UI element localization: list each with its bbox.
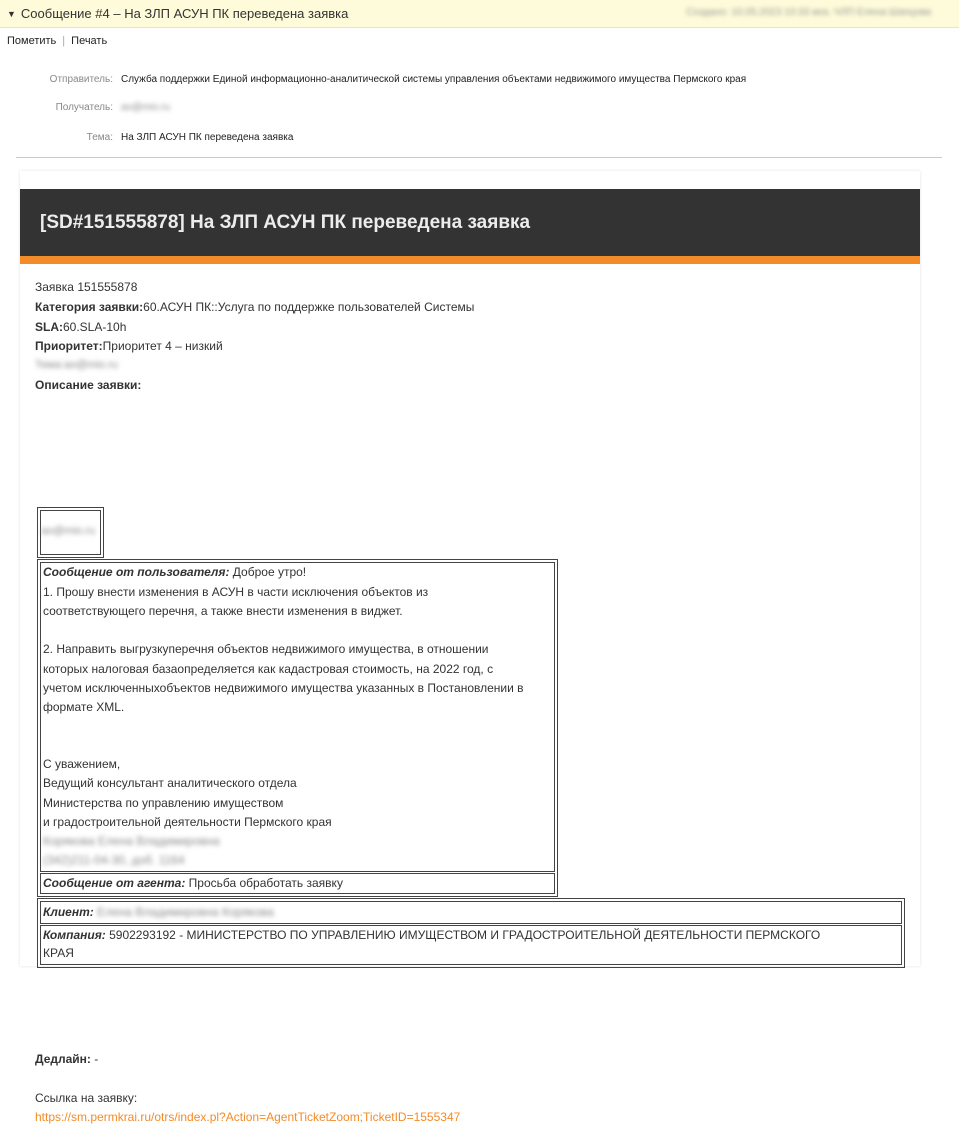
company-cell: [40, 925, 902, 965]
to-value: ao@mio.ru: [121, 102, 171, 113]
to-label: Получатель:: [55, 102, 113, 113]
sla-value: 60.SLA-10h: [63, 320, 127, 334]
deadline-value: -: [90, 1052, 99, 1066]
user-message-first-line: [43, 565, 306, 579]
user-message-line: С уважением,: [43, 757, 121, 771]
user-message-line: учетом исключенныхобъектов недвижимого имущества указанных в Постановлении в: [43, 681, 524, 695]
description-box-value: ao@mio.ru: [41, 525, 95, 537]
header-divider: [16, 157, 942, 158]
company-value-cont: КРАЯ: [43, 946, 74, 960]
email-banner-title: [SD#151555878] На ЗЛП АСУН ПК переведена заявка: [40, 211, 531, 233]
actions-separator: |: [62, 35, 66, 47]
priority-line: [35, 339, 223, 353]
description-box: [37, 507, 104, 558]
user-message-line: (342)211-04-30, доб. 1164: [43, 853, 185, 867]
subject-value: На ЗЛП АСУН ПК переведена заявка: [121, 132, 294, 143]
category-label: Категория заявки:: [35, 300, 144, 314]
user-message-line: соответствующего перечня, а также внести изменения в виджет.: [43, 604, 403, 618]
email-banner: [20, 189, 920, 256]
client-label: Клиент:: [43, 905, 94, 919]
link-line: [35, 1110, 460, 1124]
category-line: [35, 300, 474, 314]
company-line: [43, 928, 820, 942]
user-message-label: Сообщение от пользователя:: [43, 565, 230, 579]
client-value: Елена Владимировна Корякова: [93, 905, 274, 919]
caret-down-icon[interactable]: ▼: [7, 8, 16, 19]
user-message-cell: [40, 562, 555, 872]
mark-link[interactable]: Пометить: [7, 35, 57, 47]
category-value: 60.АСУН ПК::Услуга по поддержке пользователей Системы: [143, 300, 475, 314]
messages-table: [37, 559, 558, 897]
user-message-line: Ведущий консультант аналитического отдела: [43, 776, 297, 790]
user-message-line: Корякова Елена Владимировна: [43, 834, 220, 848]
company-label: Компания:: [43, 928, 106, 942]
print-link[interactable]: Печать: [71, 35, 108, 47]
user-message-line: Министерства по управлению имуществом: [43, 796, 284, 810]
user-message-line: и градостроительной деятельности Пермского края: [43, 815, 332, 829]
banner-accent-stripe: [20, 256, 920, 264]
deadline-line: [35, 1052, 98, 1066]
company-value: 5902293192 - МИНИСТЕРСТВО ПО УПРАВЛЕНИЮ ИМУЩЕСТВОМ И ГРАДОСТРОИТЕЛЬНОЙ ДЕЯТЕЛЬНОСТИ ПЕРМСКОГО: [105, 928, 821, 942]
description-label: Описание заявки:: [35, 378, 142, 392]
sla-label: SLA:: [35, 320, 63, 334]
description-line: [35, 378, 141, 392]
agent-message-cell: [40, 873, 555, 894]
user-message-greeting: Доброе утро!: [229, 565, 307, 579]
user-message-line: 2. Направить выгрузкуперечня объектов недвижимого имущества, в отношении: [43, 642, 489, 656]
message-actions: [7, 35, 107, 47]
priority-label: Приоритет:: [35, 339, 103, 353]
agent-message-line: [43, 876, 343, 890]
ticket-number: Заявка 151555878: [35, 280, 138, 294]
client-cell: [40, 901, 902, 924]
from-value: Служба поддержки Единой информационно-аналитической системы управления объектами недвижимого имущества Пермского края: [121, 74, 747, 85]
agent-message-label: Сообщение от агента:: [43, 876, 186, 890]
user-message-line: которых налоговая базаопределяется как кадастровая стоимость, на 2022 год, с: [43, 662, 494, 676]
message-meta: Создано: 10.05.2023 10:33 мск. ЧЛП Елена Шапцова: [686, 7, 931, 18]
redacted-line: Тема:ao@mio.ru: [35, 359, 118, 371]
from-label: Отправитель:: [49, 74, 113, 85]
email-body: [20, 171, 920, 1124]
user-message-line: 1. Прошу внести изменения в АСУН в части исключения объектов из: [43, 585, 429, 599]
user-message-line: формате XML.: [43, 700, 125, 714]
sla-line: [35, 320, 126, 334]
client-line: [43, 905, 274, 919]
subject-label: Тема:: [86, 132, 113, 143]
message-titlebar: [0, 0, 959, 28]
ticket-link[interactable]: https://sm.permkrai.ru/otrs/index.pl?Action=AgentTicketZoom;TicketID=1555347: [35, 1110, 461, 1124]
link-label: Ссылка на заявку:: [35, 1091, 138, 1105]
message-title: Сообщение #4 – На ЗЛП АСУН ПК переведена заявка: [20, 6, 349, 21]
client-table: [37, 898, 905, 968]
deadline-label: Дедлайн:: [35, 1052, 91, 1066]
agent-message-value: Просьба обработать заявку: [185, 876, 343, 890]
priority-value: Приоритет 4 – низкий: [102, 339, 223, 353]
